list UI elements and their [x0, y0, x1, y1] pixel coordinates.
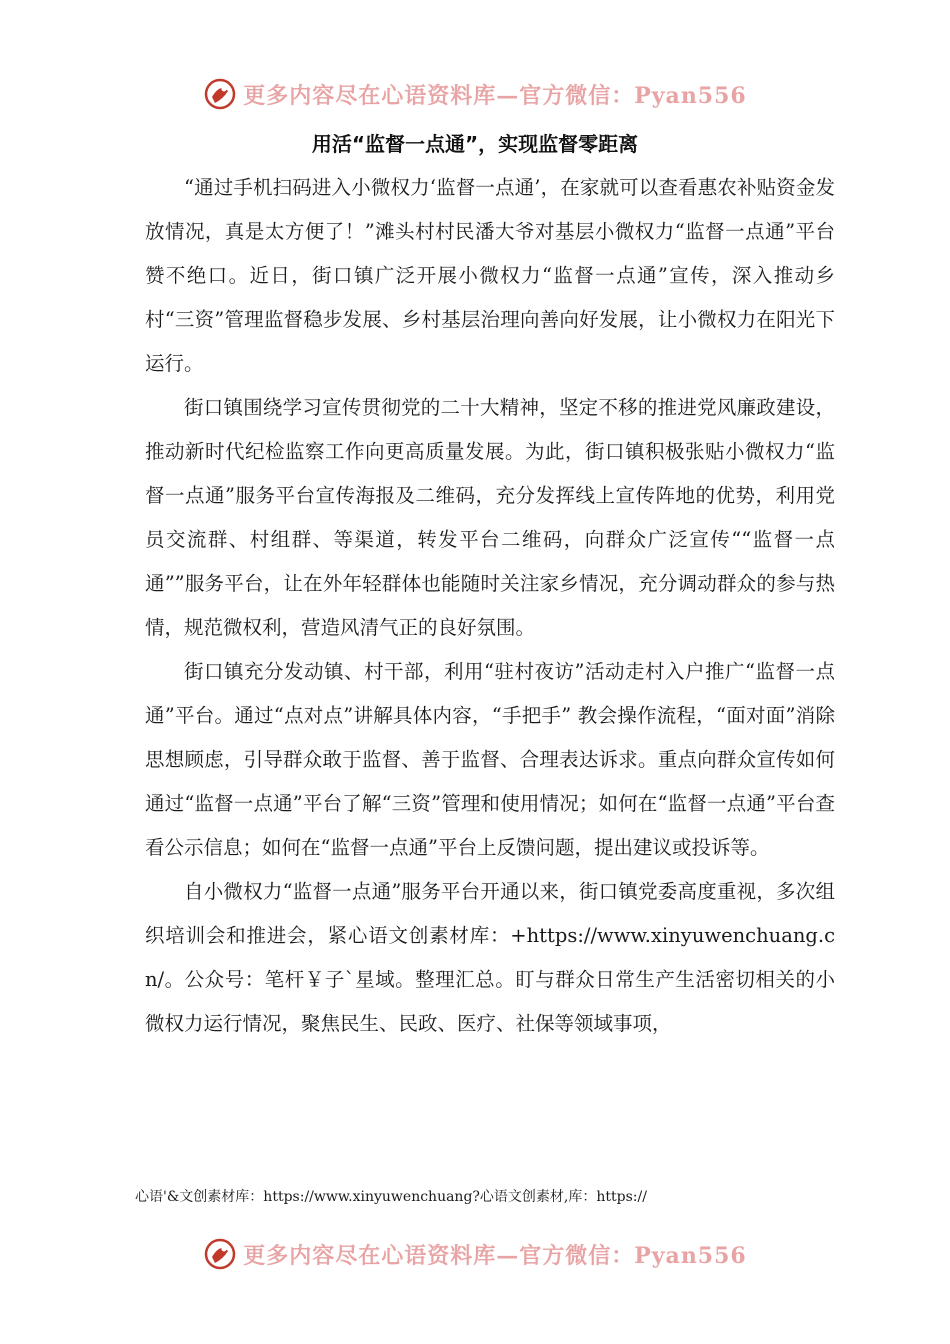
- footer-note: 心语'&文创素材库：https://www.xinyuwenchuang?心语文创素材,库：https://: [135, 1189, 647, 1205]
- paragraph-4: 自小微权力“监督一点通”服务平台开通以来，街口镇党委高度重视，多次组织培训会和推进会，紧心语文创素材库：+https://www.xinyuwenchuang.cn/。公众号：笔杆￥子`星域。整理汇总。盯与群众日常生产生活密切相关的小微权力运行情况，聚焦民生、民政、医疗、社保等领域事项，: [145, 880, 835, 1035]
- paragraph-1: “通过手机扫码进入小微权力‘监督一点通’，在家就可以查看惠农补贴资金发放情况，真是太方便了！”滩头村村民潘大爷对基层小微权力“监督一点通”平台赞不绝口。近日，街口镇广泛开展小微权力“监督一点通”宣传，深入推动乡村“三资”管理监督稳步发展、乡村基层治理向善向好发展，让小微权力在阳光下运行。: [145, 176, 835, 375]
- brand-logo-icon: [203, 1237, 237, 1271]
- header-banner: [0, 72, 950, 116]
- document-body: [145, 166, 835, 1046]
- paragraph-3: 街口镇充分发动镇、村干部，利用“驻村夜访”活动走村入户推广“监督一点通”平台。通过“点对点”讲解具体内容，“手把手” 教会操作流程，“面对面”消除思想顾虑，引导群众敢于监督、善于监督、合理表达诉求。重点向群众宣传如何通过“监督一点通”平台了解“三资”管理和使用情况；如何在“监督一点通”平台查看公示信息；如何在“监督一点通”平台上反馈问题，提出建议或投诉等。: [145, 660, 835, 859]
- banner-text: 更多内容尽在心语资料库—官方微信：Pyan556: [243, 82, 747, 109]
- page-title: 用活“监督一点通”，实现监督零距离: [311, 132, 639, 156]
- paragraph-2: 街口镇围绕学习宣传贯彻党的二十大精神，坚定不移的推进党风廉政建设，推动新时代纪检监察工作向更高质量发展。为此，街口镇积极张贴小微权力“监督一点通”服务平台宣传海报及二维码，充分发挥线上宣传阵地的优势，利用党员交流群、村组群、等渠道，转发平台二维码，向群众广泛宣传““监督一点通””服务平台，让在外年轻群体也能随时关注家乡情况，充分调动群众的参与热情，规范微权利，营造风清气正的良好氛围。: [145, 396, 835, 639]
- brand-logo-icon: [203, 77, 237, 111]
- banner-text: 更多内容尽在心语资料库—官方微信：Pyan556: [243, 1242, 747, 1269]
- footer-banner: [0, 1232, 950, 1276]
